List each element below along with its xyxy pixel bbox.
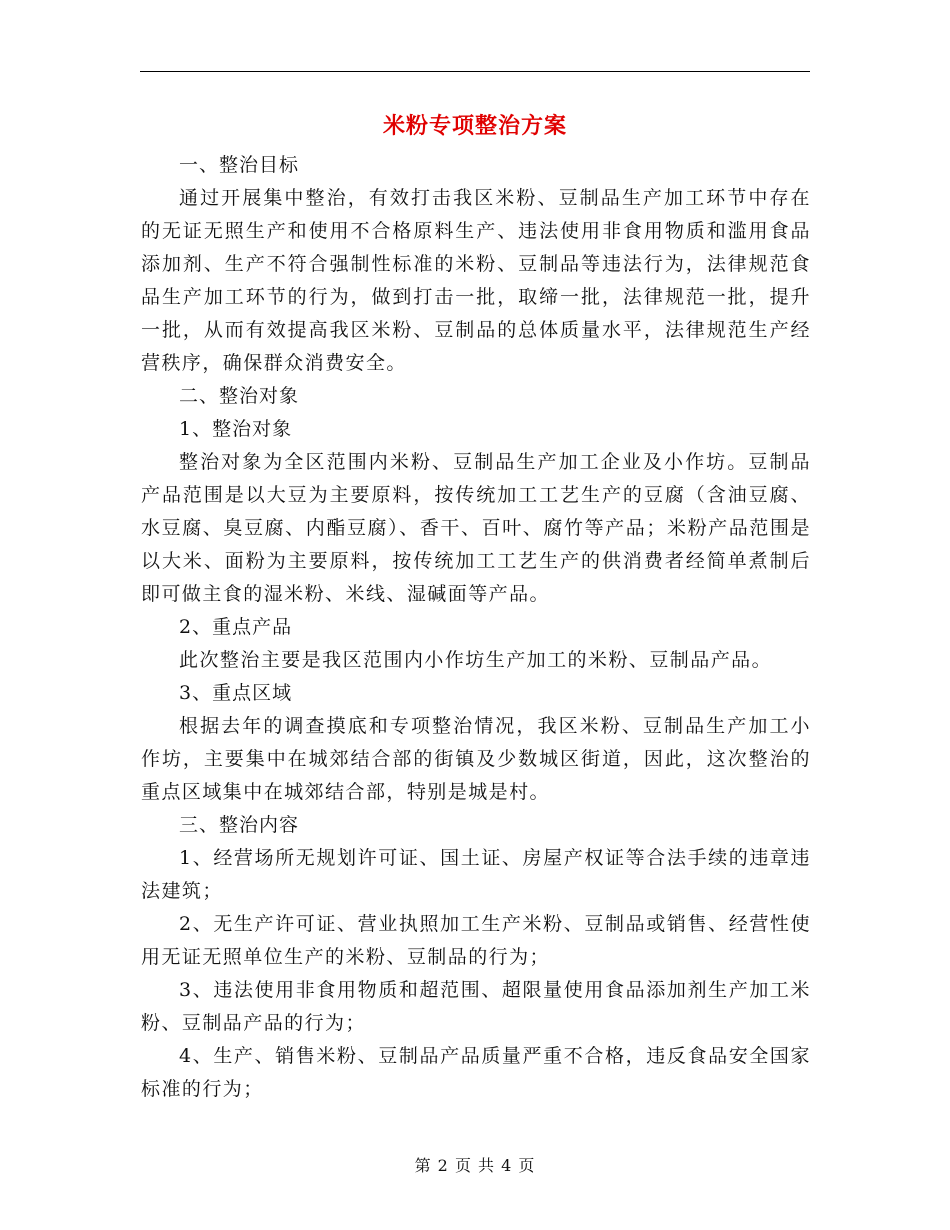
list-item-3: 3、违法使用非食用物质和超范围、超限量使用食品添加剂生产加工米粉、豆制品产品的行为； (141, 979, 811, 1034)
page-number: 第 2 页 共 4 页 (414, 1156, 536, 1175)
subheading-targets: 1、整治对象 (179, 418, 293, 440)
document-body (141, 149, 811, 1106)
section-heading-targets: 二、整治对象 (179, 385, 300, 407)
paragraph-goals: 通过开展集中整治，有效打击我区米粉、豆制品生产加工环节中存在的无证无照生产和使用不合格原料生产、违法使用非食用物质和滥用食品添加剂、生产不符合强制性标准的米粉、豆制品等违法行为，法律规范食品生产加工环节的行为，做到打击一批，取缔一批，法律规范一批，提升一批，从而有效提高我区米粉、豆制品的总体质量水平，法律规范生产经营秩序，确保群众消费安全。 (141, 187, 811, 374)
section-heading-content: 三、整治内容 (179, 814, 300, 836)
section-heading-goals: 一、整治目标 (179, 154, 300, 176)
subheading-key-products: 2、重点产品 (179, 616, 293, 638)
header-rule (140, 71, 810, 72)
list-item-4: 4、生产、销售米粉、豆制品产品质量严重不合格，违反食品安全国家标准的行为； (141, 1045, 811, 1100)
document-title: 米粉专项整治方案 (382, 113, 567, 139)
paragraph-targets: 整治对象为全区范围内米粉、豆制品生产加工企业及小作坊。豆制品产品范围是以大豆为主要原料，按传统加工工艺生产的豆腐（含油豆腐、水豆腐、臭豆腐、内酯豆腐）、香干、百叶、腐竹等产品；米粉产品范围是以大米、面粉为主要原料，按传统加工工艺生产的供消费者经简单煮制后即可做主食的湿米粉、米线、湿碱面等产品。 (141, 451, 811, 605)
paragraph-key-products: 此次整治主要是我区范围内小作坊生产加工的米粉、豆制品产品。 (179, 649, 773, 671)
list-item-1: 1、经营场所无规划许可证、国土证、房屋产权证等合法手续的违章违法建筑； (141, 847, 811, 902)
list-item-2: 2、无生产许可证、营业执照加工生产米粉、豆制品或销售、经营性使用无证无照单位生产的米粉、豆制品的行为； (141, 913, 811, 968)
paragraph-key-areas: 根据去年的调查摸底和专项整治情况，我区米粉、豆制品生产加工小作坊，主要集中在城郊结合部的街镇及少数城区街道，因此，这次整治的重点区域集中在城郊结合部，特别是城是村。 (141, 715, 811, 803)
subheading-key-areas: 3、重点区域 (179, 682, 293, 704)
